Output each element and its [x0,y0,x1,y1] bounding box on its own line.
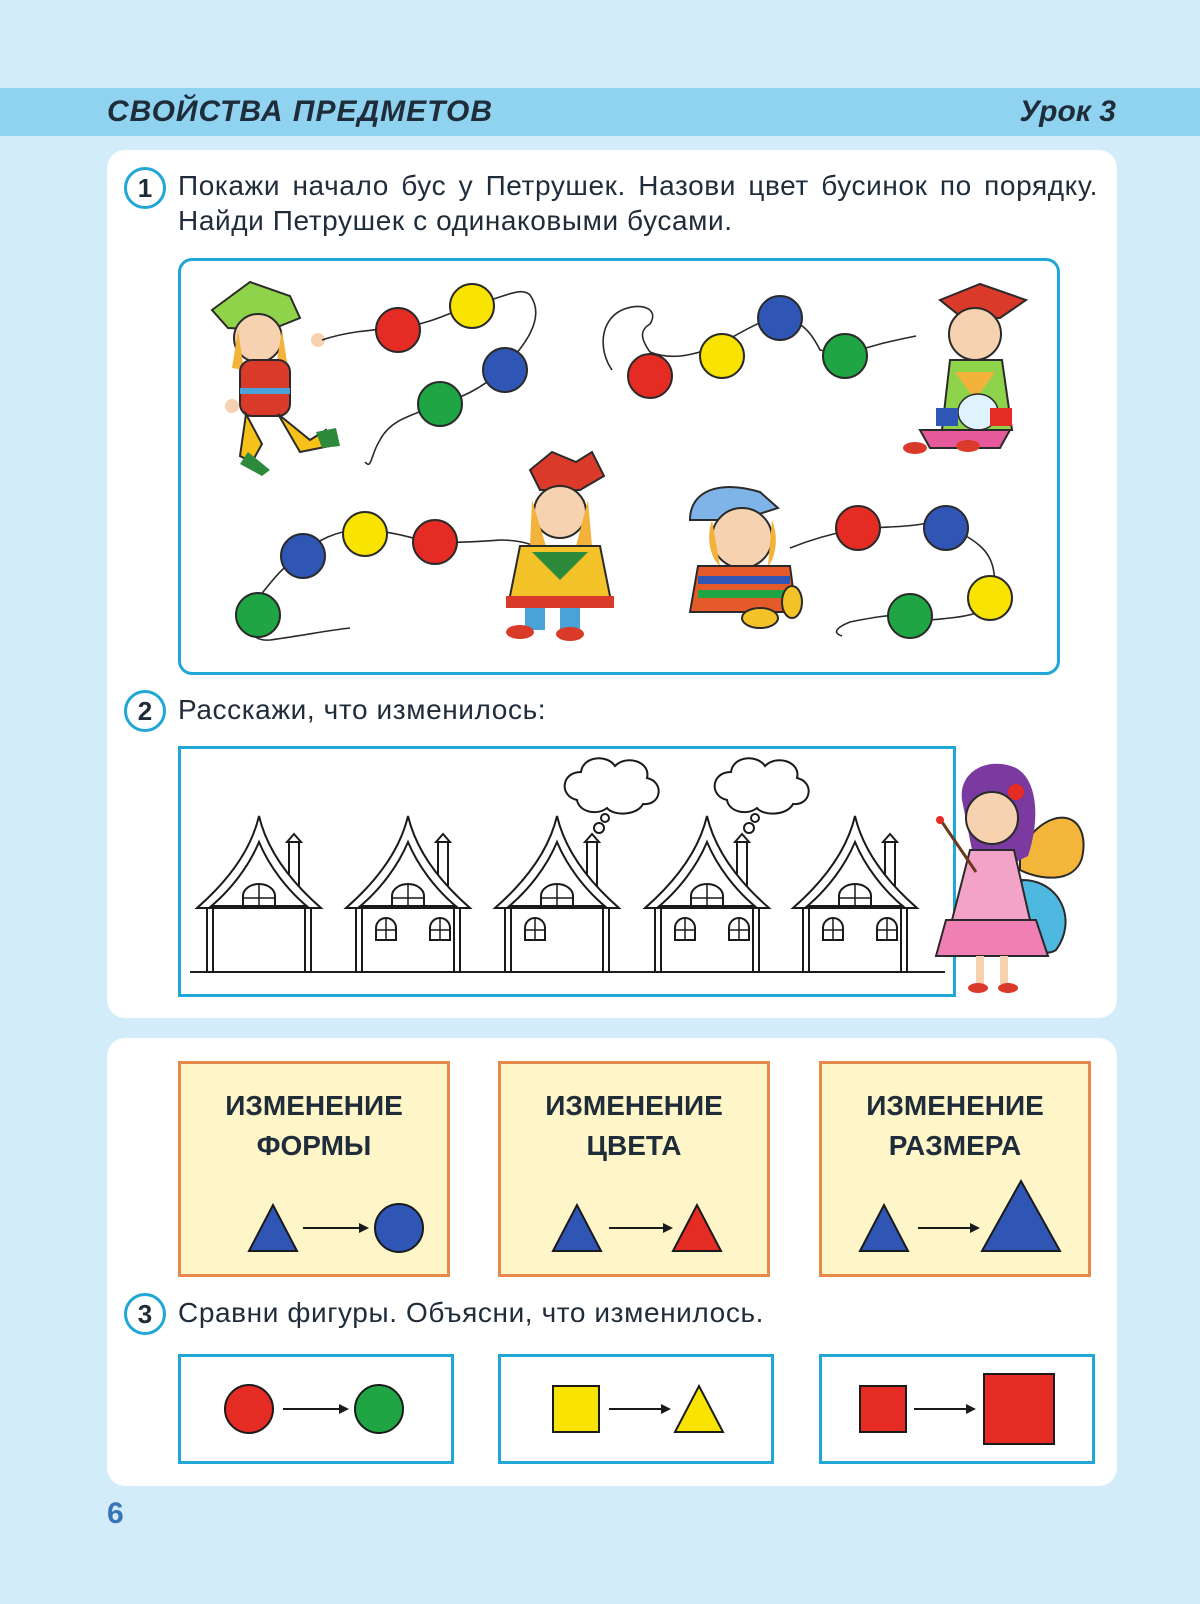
task-number-2: 2 [124,690,166,732]
size-change-squares [822,1357,1092,1461]
compare-shapes-frame-1 [178,1354,454,1464]
color-change-diagram [501,1064,767,1274]
property-card-color [498,1061,770,1277]
task-text-3: Сравни фигуры. Объясни, что изменилось. [178,1297,765,1328]
shape-change-diagram [181,1064,447,1274]
compare-shapes-frame-3 [819,1354,1095,1464]
property-card-line2: РАЗМЕРА [888,1130,1022,1161]
property-card-line2: ФОРМЫ [256,1130,372,1161]
size-change-diagram [822,1064,1088,1274]
compare-shapes-frame-2 [498,1354,774,1464]
task-text-2: Расскажи, что изменилось: [178,694,547,725]
task-text-1: Покажи начало бус у Петрушек. Назови цвет бусинок по порядку. Найди Петрушек с одинаковыми бусами. [178,170,1098,236]
task-number-1: 1 [124,167,166,209]
lesson-label: Урок 3 [1019,95,1116,128]
property-card-line1: ИЗМЕНЕНИЕ [545,1090,723,1121]
section-title: СВОЙСТВА ПРЕДМЕТОВ [107,95,494,128]
property-card-line1: ИЗМЕНЕНИЕ [866,1090,1044,1121]
property-card-line2: ЦВЕТА [586,1130,682,1161]
property-card-line1: ИЗМЕНЕНИЕ [225,1090,403,1121]
shape-change-square-triangle [501,1357,771,1461]
property-card-shape [178,1061,450,1277]
color-change-circles [181,1357,451,1461]
property-card-size [819,1061,1091,1277]
page-number: 6 [107,1497,124,1530]
task-number-3: 3 [124,1293,166,1335]
